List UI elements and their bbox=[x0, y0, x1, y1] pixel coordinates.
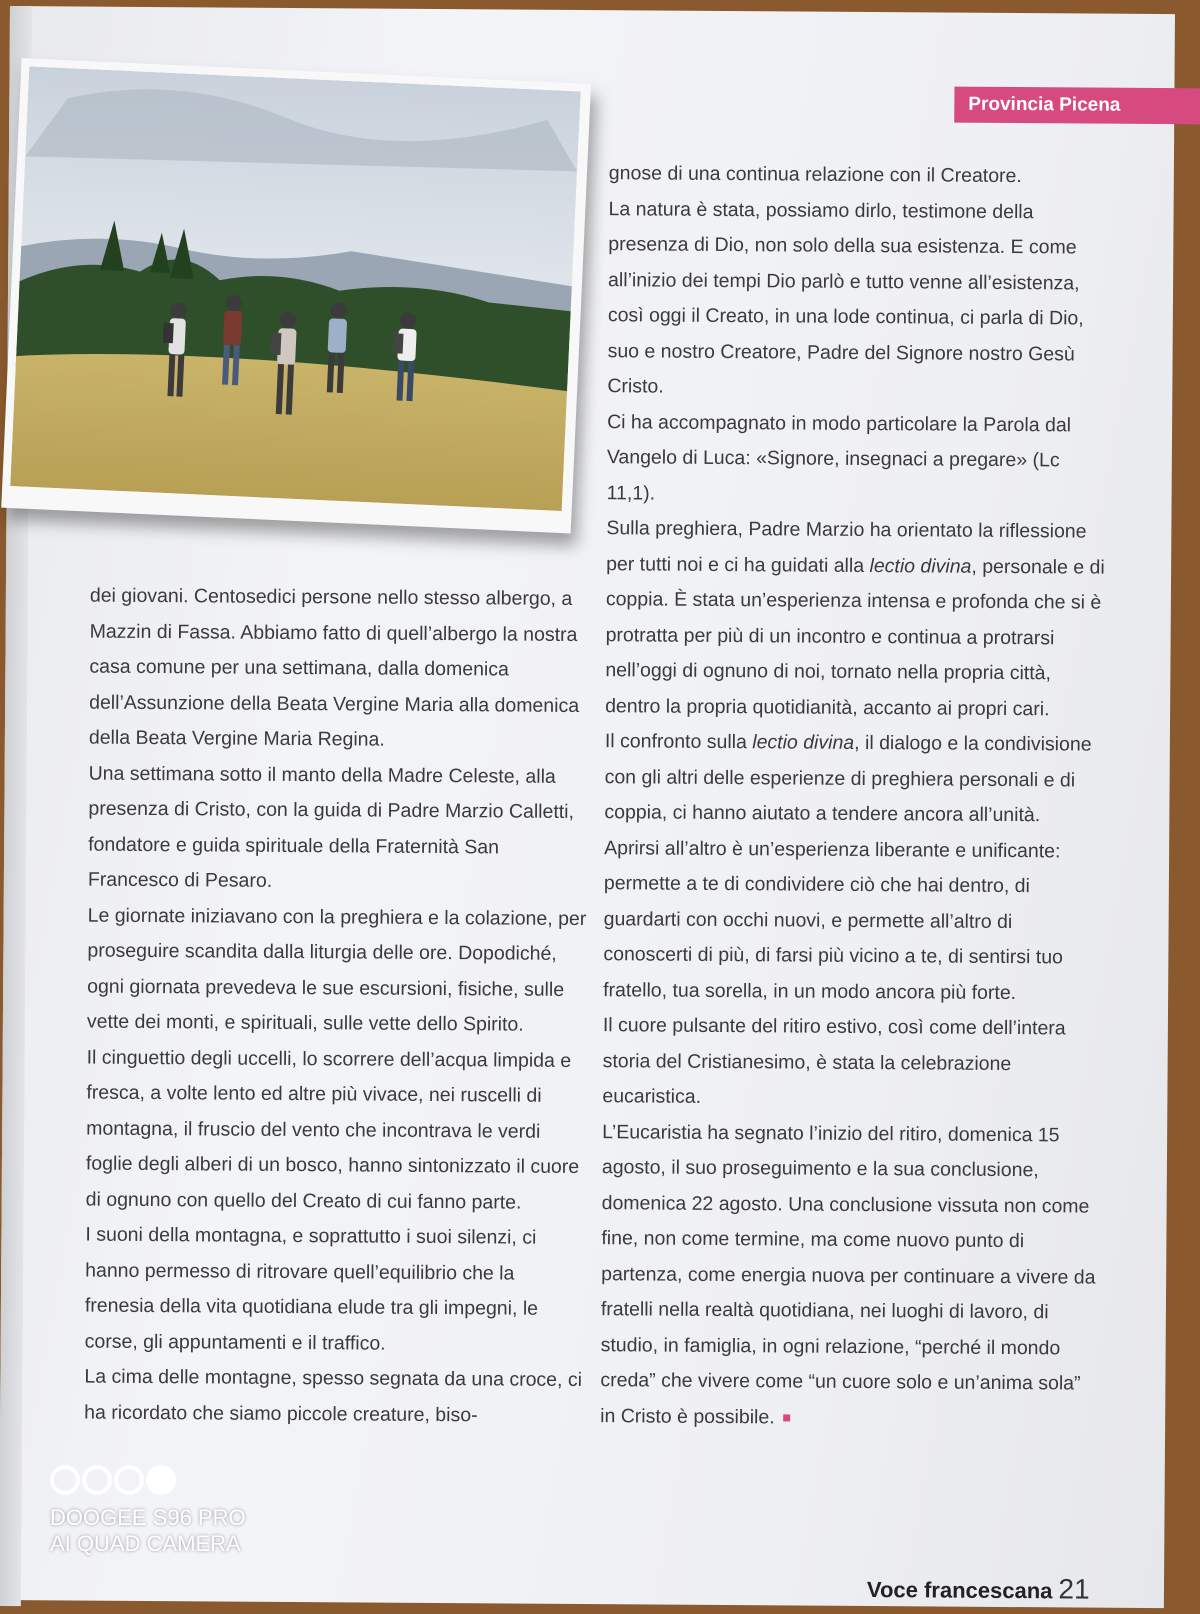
camera-watermark bbox=[50, 1465, 246, 1557]
right-text-column bbox=[600, 156, 1109, 1437]
watermark-line-2: AI QUAD CAMERA bbox=[50, 1531, 241, 1556]
paragraph: Il cuore pulsante del ritiro estivo, così come dell’intera storia del Cristianesimo, è stata la celebrazione eucaristica. bbox=[602, 1014, 1066, 1108]
paragraph bbox=[600, 1115, 1102, 1438]
watermark-line-1: DOOGEE S96 PRO bbox=[50, 1505, 246, 1530]
text-run: L’Eucaristia ha segnato l’inizio del ritiro, domenica 15 agosto, il suo proseguimento e la sua conclusione, domenica 22 agosto. Una conclusione vissuta non come fine, non come termine, ma come nuovo punto di partenza, come energia nuova per continuare a vivere da fratelli nella realtà quotidiana, nei luoghi di lavoro, di studio, in famiglia, in ogni relazione, “perché il mondo creda” che vivere come “un cuore solo e un’anima sola” in Cristo è possibile. bbox=[600, 1120, 1096, 1428]
italic-text: lectio divina bbox=[752, 731, 855, 754]
page-footer bbox=[867, 1572, 1090, 1606]
paragraph: Aprirsi all’altro è un’esperienza liberante e unificante: permette a te di condividere ciò che hai dentro, di guardarti con occhi nuovi, e permette all’altro di conoscerti di più, di farsi più vicino a te, di sentirsi tuo fratello, tua sorella, in un modo ancora più forte. bbox=[603, 836, 1064, 1004]
text-run: , il dialogo e la condivisione con gli altri delle esperienze di preghiera personali e di coppia, ci hanno aiutato a tendere ancora all’unità. bbox=[604, 731, 1092, 827]
left-text-column bbox=[84, 579, 590, 1434]
camera-logo-icon bbox=[50, 1465, 246, 1495]
hikers-photo-image bbox=[10, 66, 580, 511]
text-run: Sulla preghiera, Padre Marzio ha orientato la riflessione per tutti noi e ci ha guidati alla bbox=[606, 517, 1087, 577]
paragraph: La cima delle montagne, spesso segnata da una croce, ci ha ricordato che siamo piccole creature, biso- bbox=[84, 1365, 583, 1426]
paragraph: Ci ha accompagnato in modo particolare la Parola dal Vangelo di Luca: «Signore, insegnaci a pregare» (Lc 11,1). bbox=[606, 410, 1072, 505]
italic-text: lectio divina bbox=[869, 554, 972, 578]
page-number: 21 bbox=[1058, 1573, 1090, 1605]
text-run: Il confronto sulla bbox=[604, 730, 753, 754]
paragraph: I suoni della montagna, e soprattutto i suoi silenzi, ci hanno permesso di ritrovare quell’equilibrio che la frenesia della vita quotidiana elude tra gli impegni, le corse, gli appuntamenti e il traffico. bbox=[84, 1223, 539, 1355]
hikers-photo bbox=[1, 58, 591, 533]
magazine-name: Voce francescana bbox=[866, 1577, 1053, 1604]
paragraph: Una settimana sotto il manto della Madre Celeste, alla presenza di Cristo, con la guida di Padre Marzio Calletti, fondatore e guida spirituale della Fraternità San Francesco di Pesaro. bbox=[87, 762, 575, 892]
text-run: , personale e di coppia. È stata un’esperienza intensa e profonda che si è protratta per più di un incontro e continua a protrarsi nell’oggi di ognuno di noi, tornato nella propria città, dentro la propria quotidianità, accanto ai propri cari. bbox=[605, 555, 1105, 720]
paragraph: dei giovani. Centosedici persone nello stesso albergo, a Mazzin di Fassa. Abbiamo fatto di quell’albergo la nostra casa comune per una settimana, dalla domenica dell’Assunzione della Beata Vergine Maria alla domenica della Beata Vergine Maria Regina. bbox=[88, 584, 580, 751]
paragraph: Il cinguettio degli uccelli, lo scorrere dell’acqua limpida e fresca, a volte lento ed altre più vivace, nei ruscelli di montagna, il fruscio del vento che incontrava le verdi foglie degli alberi di un bosco, hanno sintonizzato il cuore di ognuno con quello del Creato di cui fanno parte. bbox=[85, 1046, 580, 1214]
paragraph bbox=[604, 724, 1105, 834]
magazine-page bbox=[0, 6, 1175, 1608]
end-of-article-icon bbox=[783, 1414, 790, 1421]
paragraph bbox=[605, 511, 1106, 727]
paragraph: La natura è stata, possiamo dirlo, testimone della presenza di Dio, non solo della sua esistenza. E come all’inizio dei tempi Dio parlò e tutto venne all’esistenza, così oggi il Creato, in una lode continua, ci parla di Dio, suo e nostro Creatore, Padre del Signore nostro Gesù Cristo. bbox=[607, 197, 1084, 398]
section-tag: Provincia Picena bbox=[954, 87, 1200, 125]
paragraph: Le giornate iniziavano con la preghiera e la colazione, per proseguire scandita dalla liturgia delle ore. Dopodiché, ogni giornata prevedeva le sue escursioni, fisiche, sulle vette dei monti, e spirituali, sulle vette dello Spirito. bbox=[86, 904, 587, 1036]
paragraph: gnose di una continua relazione con il Creatore. bbox=[608, 162, 1022, 188]
